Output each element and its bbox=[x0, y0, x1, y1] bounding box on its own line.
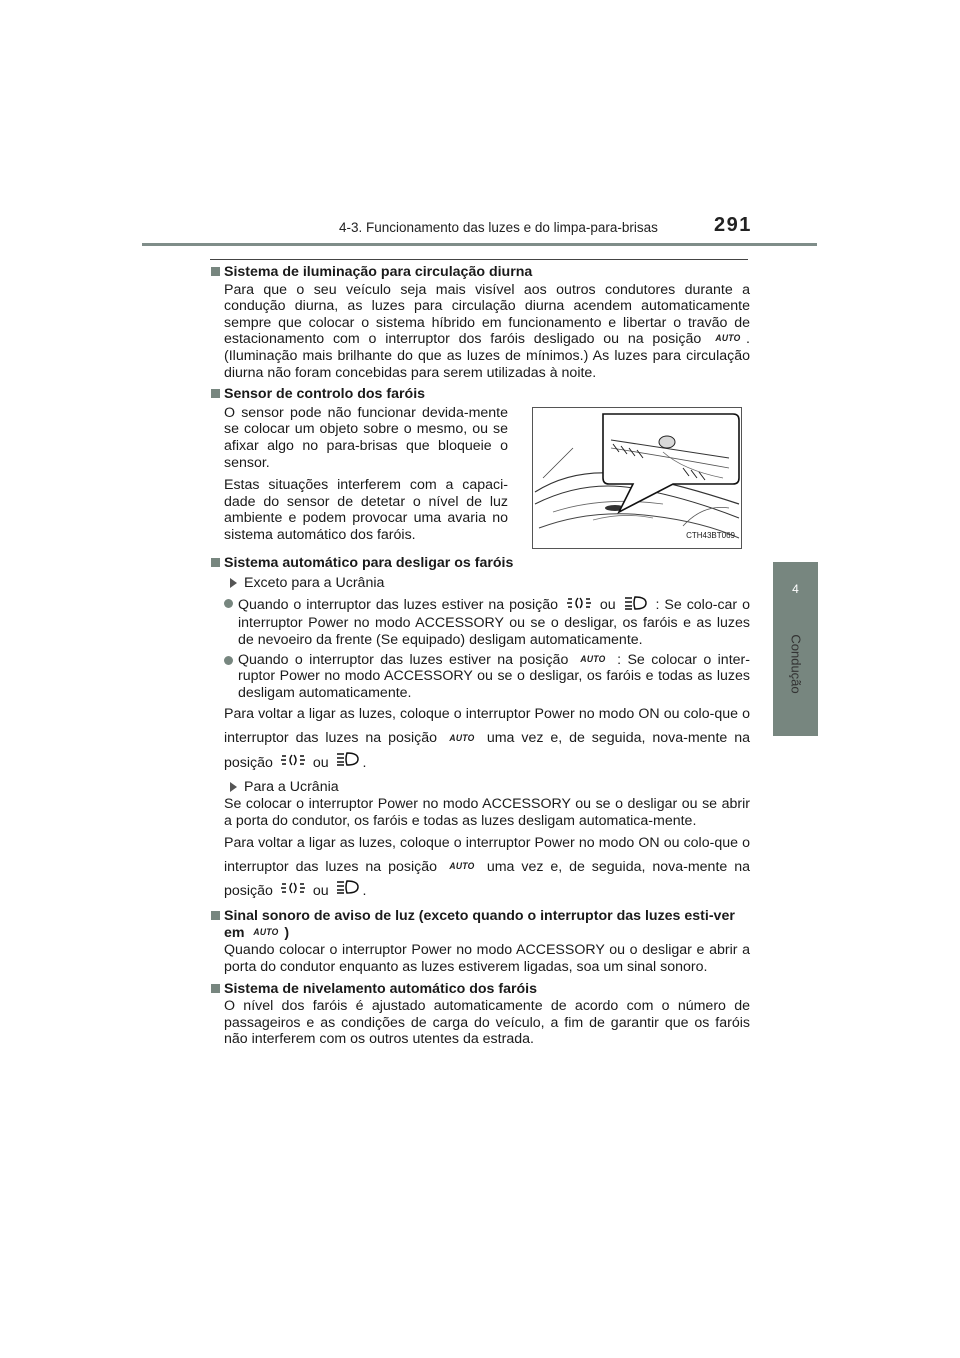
auto-icon: AUTO bbox=[449, 860, 475, 872]
auto-icon: AUTO bbox=[449, 732, 475, 744]
bullet-1-ou: ou bbox=[599, 596, 616, 613]
drl-text-1: Para que o seu veículo seja mais visível aos outros condutores durante a condução diurna, as luzes para circulação diurna acendem automaticamente sempre que colocar o sistema híbrido em funcionamento e libertar o travão de estacionamento com o interruptor dos faróis desligado ou na posição bbox=[224, 281, 750, 348]
square-bullet-icon bbox=[211, 558, 220, 567]
circle-bullet-icon bbox=[224, 656, 233, 665]
square-bullet-icon bbox=[211, 389, 220, 398]
except-ukraine-row bbox=[210, 575, 750, 592]
bullet-item bbox=[210, 595, 750, 649]
return-2-text-a: Para voltar a ligar as luzes, coloque o interruptor Power no modo ON ou colo-que o interruptor das luzes na posição bbox=[224, 834, 750, 875]
leveling-heading bbox=[210, 981, 750, 998]
page-number: 291 bbox=[714, 214, 752, 236]
tail-light-icon bbox=[336, 879, 360, 903]
arrow-bullet-icon bbox=[230, 578, 237, 588]
buzzer-heading bbox=[210, 908, 750, 941]
drl-paragraph bbox=[210, 282, 750, 382]
return-paragraph-1 bbox=[210, 702, 750, 775]
buzzer-section bbox=[210, 908, 750, 975]
return-2-period: . bbox=[362, 882, 367, 899]
ukraine-row bbox=[210, 779, 750, 796]
windshield-sensor-illustration bbox=[533, 408, 741, 548]
auto-off-heading bbox=[210, 555, 750, 572]
auto-off-title: Sistema automático para desligar os faróis bbox=[224, 554, 514, 571]
return-1-text-a: Para voltar a ligar as luzes, coloque o interruptor Power no modo ON ou colo-que o interruptor das luzes na posição bbox=[224, 706, 750, 747]
ukraine-paragraph: Se colocar o interruptor Power no modo ACCESSORY ou se o desligar ou se abrir a porta do condutor, os faróis e todas as luzes desligam automatica-mente. bbox=[224, 796, 750, 830]
bullet-2-text-a: Quando o interruptor das luzes estiver na posição bbox=[238, 651, 569, 668]
buzzer-paragraph: Quando colocar o interruptor Power no modo ACCESSORY ou o desligar e abrir a porta do condutor enquanto as luzes estiverem ligadas, soa um sinal sonoro. bbox=[224, 942, 750, 975]
auto-icon: AUTO bbox=[580, 653, 606, 665]
bullet-1-text-a: Quando o interruptor das luzes estiver na posição bbox=[238, 596, 559, 613]
header-rule bbox=[142, 243, 817, 246]
figure-code: CTH43BT069 bbox=[686, 531, 735, 541]
auto-off-section bbox=[210, 555, 750, 904]
sensor-section bbox=[210, 386, 750, 549]
drl-text-2: . (Iluminação mais brilhante do que as luzes de mínimos.) As luzes para circulação diurna não foram concebidas para serem utilizadas à noite. bbox=[224, 331, 750, 381]
chapter-label: Condução bbox=[788, 634, 804, 694]
return-2-ou: ou bbox=[312, 882, 329, 899]
content-rule bbox=[210, 259, 748, 260]
drl-section bbox=[210, 264, 750, 381]
except-ukraine-label: Exceto para a Ucrânia bbox=[244, 575, 385, 592]
tail-light-icon bbox=[624, 595, 648, 616]
headlight-icon bbox=[280, 751, 306, 775]
return-1-ou: ou bbox=[312, 754, 329, 771]
sensor-title: Sensor de controlo dos faróis bbox=[224, 386, 426, 403]
buzzer-title-a: Sinal sonoro de aviso de luz (exceto quando o interruptor das luzes esti-ver em bbox=[224, 908, 735, 941]
bullet-2-text-b: : Se colocar o inter-ruptor Power no modo ACCESSORY ou se o desligar, os faróis e todas as luzes desligam automaticamente. bbox=[238, 651, 750, 701]
return-1-text-b: uma vez e, de seguida, nova-mente na posição bbox=[224, 730, 750, 771]
sensor-figure bbox=[532, 407, 742, 549]
arrow-bullet-icon bbox=[230, 782, 237, 792]
auto-icon: AUTO bbox=[715, 333, 741, 345]
ukraine-label: Para a Ucrânia bbox=[244, 778, 339, 795]
bullet-item bbox=[210, 652, 750, 702]
bullet-1-text-b: : Se colo-car o interruptor Power no modo ACCESSORY ou se o desligar, os faróis e as luzes de nevoeiro da frente (Se equipado) desligam automaticamente. bbox=[238, 596, 750, 648]
square-bullet-icon bbox=[211, 911, 220, 920]
headlight-icon bbox=[566, 596, 592, 615]
page-content bbox=[210, 264, 750, 1053]
leveling-title: Sistema de nivelamento automático dos faróis bbox=[224, 980, 537, 997]
return-paragraph-2 bbox=[210, 831, 750, 904]
circle-bullet-icon bbox=[224, 599, 233, 608]
sensor-text-2: Estas situações interferem com a capaci-dade do sensor de detetar o nível de luz ambiente e podem provocar uma avaria no sistema automático dos faróis. bbox=[224, 477, 508, 543]
return-2-text-b: uma vez e, de seguida, nova-mente na posição bbox=[224, 858, 750, 899]
square-bullet-icon bbox=[211, 267, 220, 276]
square-bullet-icon bbox=[211, 984, 220, 993]
sensor-text-1: O sensor pode não funcionar devida-mente se colocar um objeto sobre o mesmo, ou se afixar algo no para-brisas que bloqueie o sensor. bbox=[224, 404, 508, 471]
chapter-number: 4 bbox=[792, 582, 799, 596]
drl-heading bbox=[210, 264, 750, 281]
return-1-period: . bbox=[362, 754, 367, 771]
headlight-icon bbox=[280, 879, 306, 903]
leveling-section bbox=[210, 981, 750, 1048]
sensor-body bbox=[210, 403, 750, 550]
sensor-text bbox=[210, 403, 508, 550]
auto-icon: AUTO bbox=[253, 926, 280, 938]
section-title: 4-3. Funcionamento das luzes e do limpa-para-brisas bbox=[339, 220, 658, 235]
drl-title: Sistema de iluminação para circulação diurna bbox=[224, 264, 533, 280]
tail-light-icon bbox=[336, 751, 360, 775]
sensor-heading bbox=[210, 386, 750, 403]
leveling-paragraph: O nível dos faróis é ajustado automaticamente de acordo com o número de passageiros e as condições de carga do veículo, a fim de garantir que os faróis não interferem com os outros utentes da estrada. bbox=[224, 998, 750, 1048]
buzzer-title-b: ) bbox=[284, 924, 290, 941]
